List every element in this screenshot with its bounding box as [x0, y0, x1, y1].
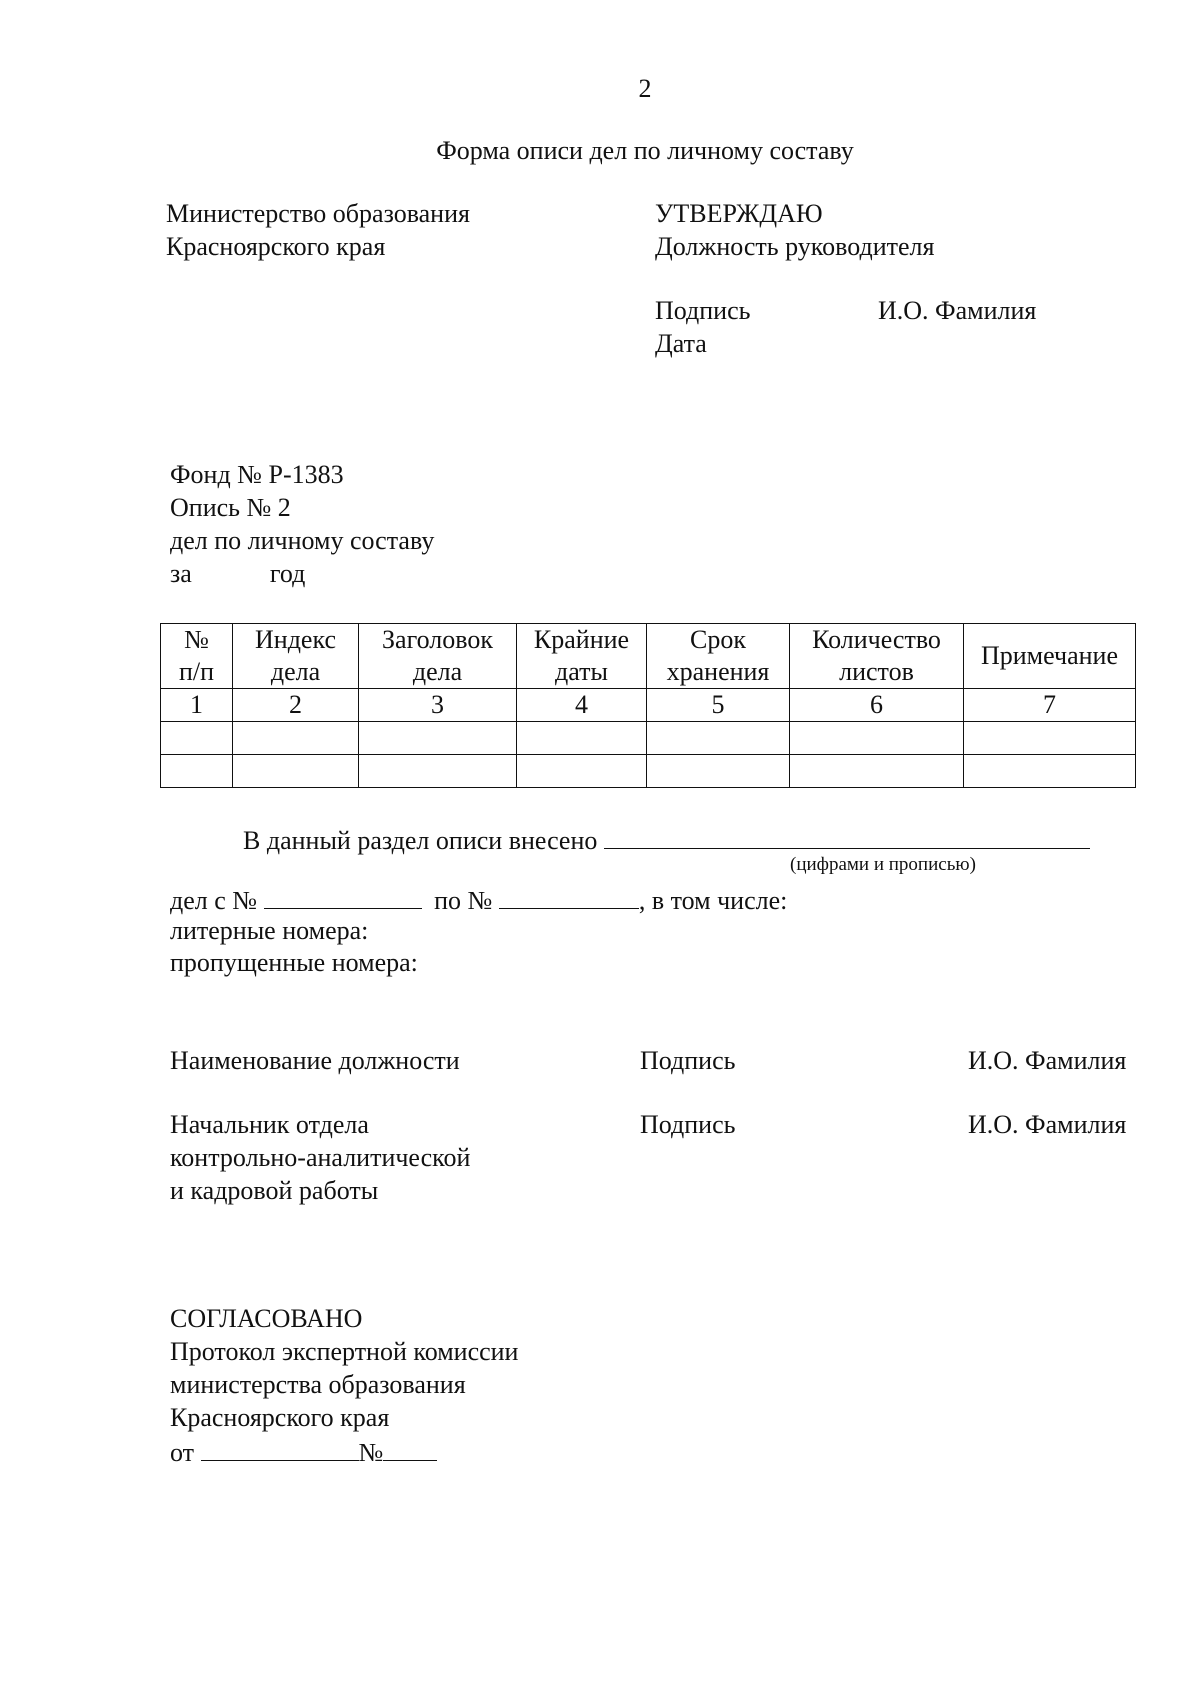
summary-text: В данный раздел описи внесено: [243, 826, 598, 855]
signer-1-name: И.О. Фамилия: [968, 1046, 1127, 1075]
numbering-cell: 7: [964, 689, 1136, 722]
numbering-cell: 4: [517, 689, 647, 722]
agreed-block: [170, 1302, 518, 1469]
inventory-number: Опись № 2: [170, 493, 291, 522]
agreed-date-line: [170, 1434, 518, 1469]
numbering-cell: 6: [790, 689, 964, 722]
cases-from-blank: [264, 882, 422, 909]
cases-range-line: [170, 882, 787, 917]
including-label: , в том числе:: [638, 886, 788, 915]
org-line-2: Красноярского края: [166, 232, 386, 261]
header-cell-number: № п/п: [161, 624, 233, 689]
header-cell-index: Индекс дела: [233, 624, 359, 689]
table-header-row: [161, 624, 1136, 689]
header-cell-dates: Крайние даты: [517, 624, 647, 689]
approval-date: Дата: [655, 329, 707, 358]
signer-2-position: Начальник отдела контрольно-аналитической и кадровой работы: [170, 1110, 471, 1205]
table-numbering-row: [161, 689, 1136, 722]
agreed-line-3: Красноярского края: [170, 1403, 390, 1432]
page-number: 2: [638, 74, 652, 103]
approval-signature: Подпись: [655, 296, 751, 325]
summary-blank: [604, 822, 1090, 849]
missing-numbers-label: пропущенные номера:: [170, 948, 418, 977]
organization-block: [166, 197, 470, 263]
numbering-cell: 3: [359, 689, 517, 722]
approval-position: Должность руководителя: [655, 232, 935, 261]
numbering-cell: 1: [161, 689, 233, 722]
empty-cell: [647, 755, 790, 788]
summary-line: [243, 822, 1090, 857]
signer-1-signature: Подпись: [640, 1046, 736, 1075]
empty-cell: [964, 755, 1136, 788]
approval-heading: УТВЕРЖДАЮ: [655, 199, 823, 228]
inventory-subject: дел по личному составу: [170, 526, 435, 555]
header-cell-title: Заголовок дела: [359, 624, 517, 689]
cases-to-blank: [499, 882, 639, 909]
agreed-date-prefix: от: [170, 1438, 195, 1467]
empty-cell: [647, 722, 790, 755]
empty-cell: [517, 755, 647, 788]
org-line-1: Министерство образования: [166, 199, 470, 228]
header-cell-sheets: Количество листов: [790, 624, 964, 689]
agreed-number-blank: [383, 1434, 437, 1461]
agreed-number-sign: №: [358, 1438, 384, 1467]
cases-from-label: дел с №: [170, 886, 258, 915]
empty-cell: [517, 722, 647, 755]
fund-block: [170, 458, 434, 590]
empty-cell: [161, 722, 233, 755]
cases-to-label: по №: [434, 886, 493, 915]
inventory-year: [170, 557, 434, 590]
numbering-cell: 2: [233, 689, 359, 722]
header-cell-note: Примечание: [964, 624, 1136, 689]
empty-cell: [359, 722, 517, 755]
agreed-line-1: Протокол экспертной комиссии: [170, 1337, 519, 1366]
empty-cell: [790, 722, 964, 755]
year-suffix: год: [269, 559, 306, 588]
empty-cell: [233, 722, 359, 755]
agreed-line-2: министерства образования: [170, 1370, 466, 1399]
table-row-empty: [161, 755, 1136, 788]
form-title: Форма описи дел по личному составу: [436, 136, 854, 165]
signer-2-name: И.О. Фамилия: [968, 1110, 1127, 1139]
empty-cell: [359, 755, 517, 788]
summary-hint: (цифрами и прописью): [790, 854, 976, 875]
numbering-cell: 5: [647, 689, 790, 722]
approval-block: [655, 197, 934, 263]
approval-name: И.О. Фамилия: [878, 296, 1037, 325]
year-prefix: за: [170, 559, 192, 588]
signer-2-signature: Подпись: [640, 1110, 736, 1139]
empty-cell: [233, 755, 359, 788]
header-cell-retention: Срок хранения: [647, 624, 790, 689]
inventory-table: [160, 623, 1136, 788]
letter-numbers-label: литерные номера:: [170, 916, 369, 945]
table-row-empty: [161, 722, 1136, 755]
empty-cell: [790, 755, 964, 788]
empty-cell: [161, 755, 233, 788]
agreed-date-blank: [201, 1434, 359, 1461]
fund-number: Фонд № Р-1383: [170, 460, 344, 489]
empty-cell: [964, 722, 1136, 755]
signer-1-position: Наименование должности: [170, 1046, 460, 1075]
agreed-heading: СОГЛАСОВАНО: [170, 1304, 363, 1333]
